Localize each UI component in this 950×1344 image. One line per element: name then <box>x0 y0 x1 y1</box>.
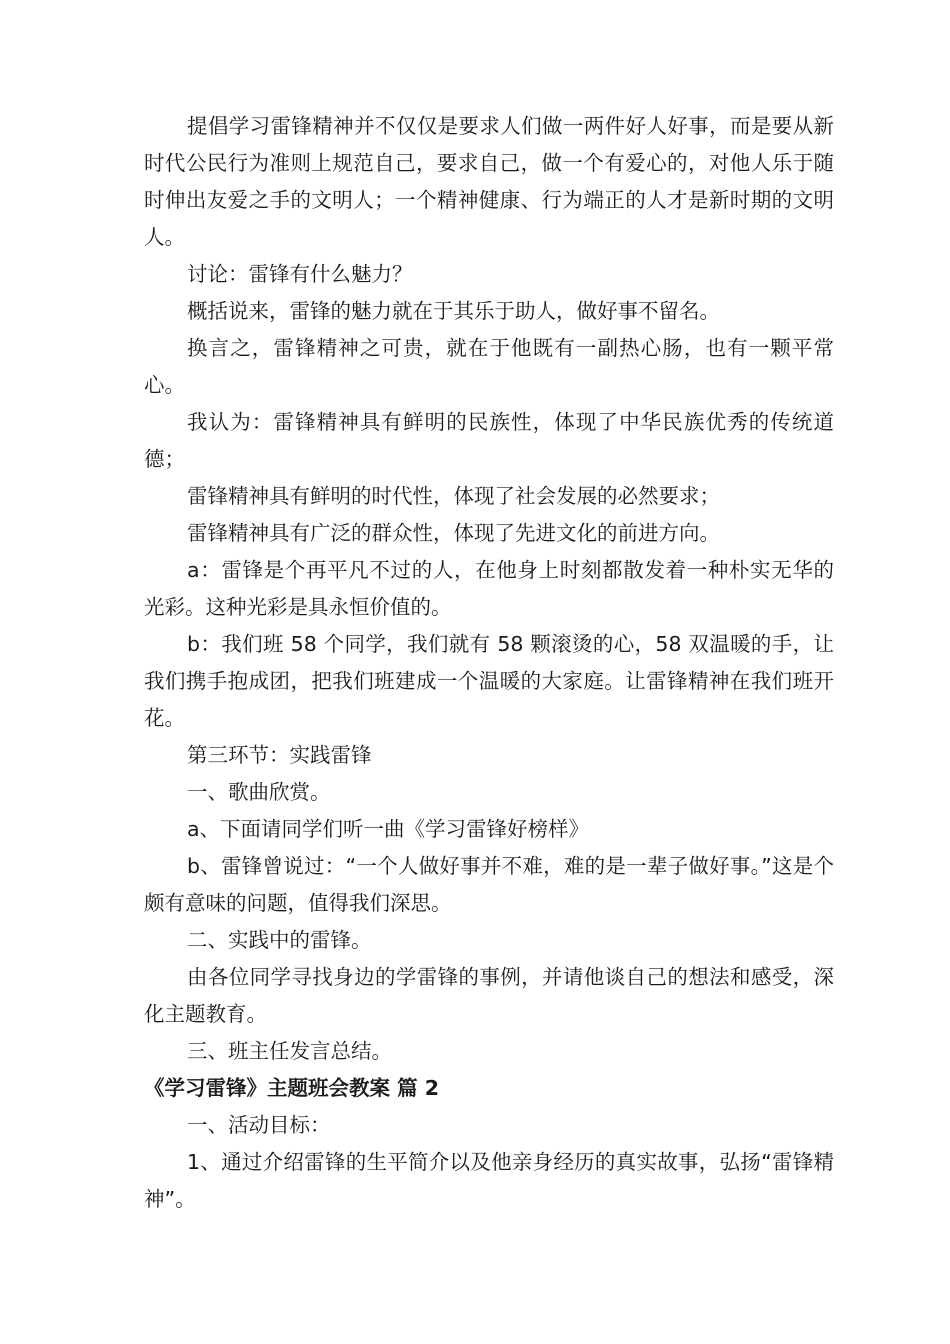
paragraph-practice: 二、实践中的雷锋。 <box>187 928 372 952</box>
paragraph-song-a: a、下面请同学们听一曲《学习雷锋好榜样》 <box>187 817 590 841</box>
document-page <box>144 108 834 1218</box>
section-heading: 《学习雷锋》主题班会教案 篇 2 <box>144 1076 440 1100</box>
paragraph-learning-spirit: 提倡学习雷锋精神并不仅仅是要求人们做一两件好人好事，而是要从新时代公民行为准则上规范自己，要求自己，做一个有爱心的，对他人乐于随时伸出友爱之手的文明人；一个精神健康、行为端正的人才是新时期的文明人。 <box>144 114 834 249</box>
paragraph-song-appreciation: 一、歌曲欣赏。 <box>187 780 331 804</box>
paragraph-discussion: 讨论：雷锋有什么魅力？ <box>187 262 413 286</box>
paragraph-point-a: a：雷锋是个再平凡不过的人，在他身上时刻都散发着一种朴实无华的光彩。这种光彩是具永恒价值的。 <box>144 558 834 619</box>
paragraph-activity-goals: 一、活动目标： <box>187 1113 331 1137</box>
paragraph-in-other-words: 换言之，雷锋精神之可贵，就在于他既有一副热心肠，也有一颗平常心。 <box>144 336 834 397</box>
paragraph-examples: 由各位同学寻找身边的学雷锋的事例，并请他谈自己的想法和感受，深化主题教育。 <box>144 965 834 1026</box>
paragraph-teacher-summary: 三、班主任发言总结。 <box>187 1039 392 1063</box>
paragraph-summary: 概括说来，雷锋的魅力就在于其乐于助人，做好事不留名。 <box>187 299 720 323</box>
paragraph-goal-1: 1、通过介绍雷锋的生平简介以及他亲身经历的真实故事，弘扬“雷锋精神”。 <box>144 1150 834 1211</box>
paragraph-third-section: 第三环节：实践雷锋 <box>187 743 372 767</box>
paragraph-mass-character: 雷锋精神具有广泛的群众性，体现了先进文化的前进方向。 <box>187 521 720 545</box>
paragraph-quote-b: b、雷锋曾说过：“一个人做好事并不难，难的是一辈子做好事。”这是个颇有意味的问题，值得我们深思。 <box>144 854 834 915</box>
paragraph-point-b: b：我们班 58 个同学，我们就有 58 颗滚烫的心，58 双温暖的手，让我们携手抱成团，把我们班建成一个温暖的大家庭。让雷锋精神在我们班开花。 <box>144 632 834 730</box>
paragraph-era-character: 雷锋精神具有鲜明的时代性，体现了社会发展的必然要求； <box>187 484 720 508</box>
paragraph-national-character: 我认为：雷锋精神具有鲜明的民族性，体现了中华民族优秀的传统道德； <box>144 410 834 471</box>
